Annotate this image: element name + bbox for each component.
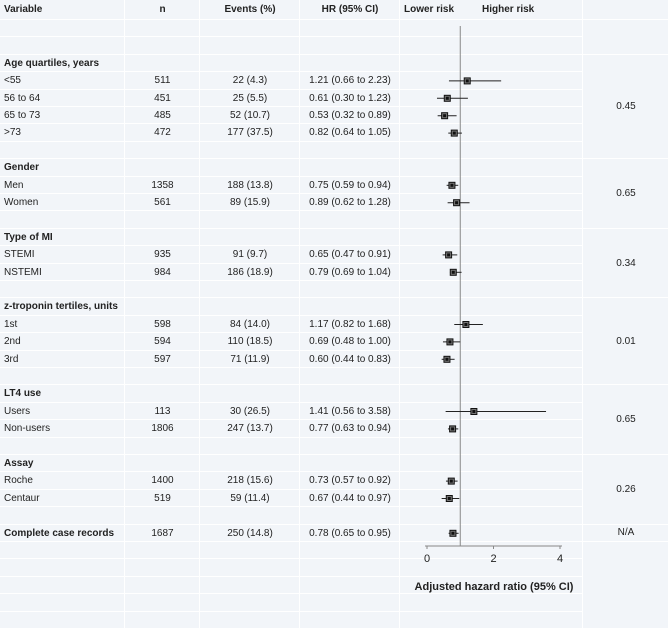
p-interaction-value: 0.34 (616, 257, 636, 269)
hr-marker-core (445, 358, 448, 361)
row-label: Complete case records (4, 527, 115, 539)
row-n: 561 (154, 197, 171, 208)
row-n: 451 (154, 92, 171, 104)
x-axis-label: Adjusted hazard ratio (95% CI) (414, 580, 574, 593)
x-tick-label: 4 (556, 553, 564, 565)
row-n: 1687 (151, 527, 174, 539)
row-events: 110 (18.5) (227, 336, 273, 348)
hr-marker-core (447, 253, 450, 256)
row-n: 519 (154, 492, 171, 504)
row-hr: 0.77 (0.63 to 0.94) (309, 423, 391, 435)
row-cell-plot (400, 612, 583, 629)
row-n: 935 (154, 249, 171, 261)
group-label: Age quartiles, years (4, 57, 100, 69)
row-events: 71 (11.9) (230, 353, 270, 365)
row-cell-variable (0, 612, 125, 629)
row-hr: 1.41 (0.56 to 3.58) (309, 405, 391, 417)
hr-marker-core (450, 480, 453, 483)
row-n: 1358 (151, 179, 174, 191)
row-hr: 0.89 (0.62 to 1.28) (309, 197, 391, 208)
p-interaction-value: 0.65 (616, 188, 636, 199)
row-label: Women (4, 197, 39, 208)
p-interaction-value: 0.65 (616, 414, 636, 426)
hr-marker-core (443, 114, 446, 117)
hr-marker-core (446, 97, 449, 100)
row-events: 218 (15.6) (227, 475, 273, 487)
row-events: 91 (9.7) (232, 249, 268, 261)
row-hr: 0.61 (0.30 to 1.23) (309, 92, 391, 104)
row-hr: 0.82 (0.64 to 1.05) (309, 127, 391, 139)
hr-marker-core (464, 323, 467, 326)
row-hr: 1.21 (0.66 to 2.23) (309, 75, 391, 87)
hr-marker-core (466, 79, 469, 82)
group-label: Gender (4, 162, 40, 174)
hr-marker-core (472, 410, 475, 413)
row-hr: 0.73 (0.57 to 0.92) (309, 475, 391, 487)
hr-marker-core (448, 340, 451, 343)
row-n: 1806 (151, 423, 174, 435)
header-hr: HR (95% CI) (321, 4, 379, 15)
group-label: Assay (4, 458, 34, 469)
row-label: Men (4, 179, 24, 191)
row-events: 52 (10.7) (229, 110, 271, 121)
row-hr: 0.60 (0.44 to 0.83) (309, 353, 391, 365)
row-hr: 0.67 (0.44 to 0.97) (309, 492, 391, 504)
row-events: 84 (14.0) (229, 318, 271, 330)
group-label: Type of MI (4, 231, 53, 243)
row-cell-hr (300, 612, 400, 629)
row-n: 597 (154, 353, 171, 365)
row-events: 25 (5.5) (232, 92, 268, 104)
row-n: 113 (154, 405, 171, 417)
row-n: 984 (154, 266, 171, 278)
header-higher-risk: Higher risk (482, 4, 535, 15)
row-events: 22 (4.3) (232, 75, 268, 87)
row-label: Centaur (4, 492, 40, 504)
row-label: STEMI (4, 249, 35, 261)
hr-marker-core (452, 271, 455, 274)
row-events: 89 (15.9) (229, 197, 271, 208)
row-label: <55 (4, 75, 21, 87)
hr-marker-core (451, 532, 454, 535)
row-label: 65 to 73 (4, 110, 41, 121)
row-events: 188 (13.8) (227, 179, 273, 191)
row-label: Non-users (4, 423, 51, 435)
row-hr: 0.69 (0.48 to 1.00) (309, 336, 391, 348)
p-interaction-value: 0.45 (616, 101, 636, 112)
row-hr: 0.65 (0.47 to 0.91) (309, 249, 391, 261)
row-cell-n (125, 612, 200, 629)
row-events: 186 (18.9) (227, 266, 273, 278)
row-n: 598 (154, 318, 171, 330)
row-hr: 0.79 (0.69 to 1.04) (309, 266, 391, 278)
row-events: 59 (11.4) (230, 492, 270, 504)
row-label: 2nd (4, 336, 21, 348)
hr-marker-core (448, 497, 451, 500)
p-interaction-value: N/A (617, 527, 635, 539)
x-tick-label: 0 (423, 553, 431, 565)
row-label: Users (4, 405, 31, 417)
p-interaction-value: 0.01 (616, 335, 636, 347)
row-n: 1400 (151, 475, 174, 487)
row-hr: 0.78 (0.65 to 0.95) (309, 527, 391, 539)
row-label: 3rd (4, 353, 19, 365)
row-events: 30 (26.5) (229, 405, 271, 417)
row-n: 511 (154, 75, 171, 87)
row-label: NSTEMI (4, 266, 42, 278)
row-events: 247 (13.7) (227, 423, 273, 435)
hr-marker-core (451, 427, 454, 430)
group-label: LT4 use (4, 388, 42, 400)
row-n: 472 (154, 127, 171, 139)
row-label: 56 to 64 (4, 92, 41, 104)
header-variable: Variable (4, 4, 43, 15)
row-label: Roche (4, 475, 33, 487)
p-interaction-value: 0.26 (616, 483, 636, 495)
group-label: z-troponin tertiles, units (4, 301, 118, 313)
row-events: 177 (37.5) (227, 127, 273, 139)
row-hr: 1.17 (0.82 to 1.68) (309, 318, 391, 330)
hr-marker-core (453, 132, 456, 135)
row-n: 594 (154, 336, 171, 348)
hr-marker-core (455, 201, 458, 204)
x-tick-label: 2 (490, 553, 497, 565)
row-cell-events (200, 612, 300, 629)
header-events: Events (%) (224, 4, 276, 15)
row-hr: 0.75 (0.59 to 0.94) (309, 179, 391, 191)
header-n: n (159, 4, 166, 15)
header-lower-risk: Lower risk (404, 4, 455, 15)
row-label: >73 (4, 127, 21, 139)
row-hr: 0.53 (0.32 to 0.89) (309, 110, 391, 121)
row-events: 250 (14.8) (227, 527, 273, 539)
row-n: 485 (154, 110, 171, 121)
hr-marker-core (450, 184, 453, 187)
row-label: 1st (4, 318, 18, 330)
